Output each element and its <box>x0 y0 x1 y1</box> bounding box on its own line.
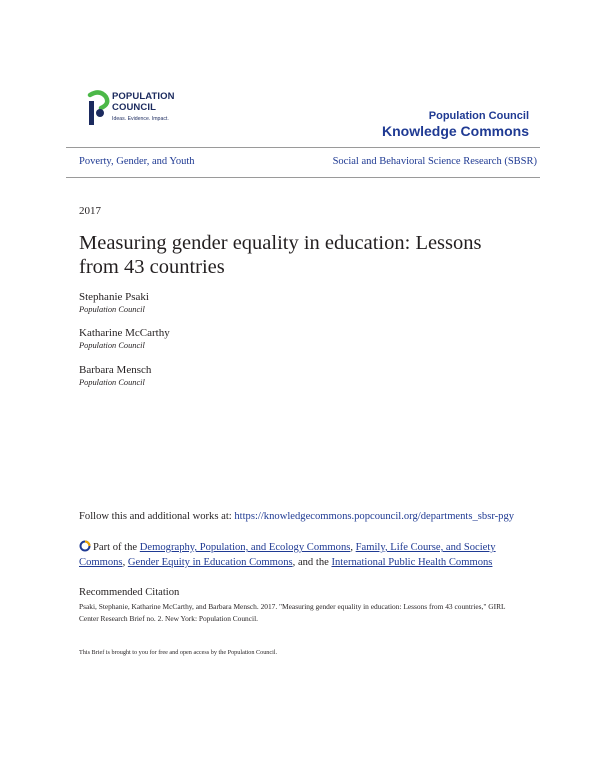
commons-link-gender-equity-education[interactable]: Gender Equity in Education Commons <box>127 557 293 568</box>
publication-year: 2017 <box>79 205 101 217</box>
repository-branding[interactable] <box>382 110 529 139</box>
follow-link[interactable]: https://knowledgecommons.popcouncil.org/departments_sbsr-pgy <box>234 511 515 522</box>
author-name: Katharine McCarthy <box>79 327 170 339</box>
page-title: Measuring gender equality in education: Lessons from 43 countries <box>79 232 482 278</box>
header-divider-top <box>66 147 540 148</box>
logo-line-2: COUNCIL <box>112 102 156 113</box>
commons-link-international-public-health[interactable]: International Public Health Commons <box>331 557 493 568</box>
author-name: Stephanie Psaki <box>79 291 149 303</box>
part-of-separator: , <box>350 542 356 553</box>
recommended-citation-heading: Recommended Citation <box>79 587 180 598</box>
logo-line-1: POPULATION <box>112 91 175 102</box>
recommended-citation-text: Psaki, Stephanie, Katharine McCarthy, and Barbara Mensch. 2017. "Measuring gender equality in education: Lessons from 43 countries," GIRL Center Research Brief no. 2. New York: Population Council. <box>79 602 506 623</box>
author-affiliation: Population Council <box>79 305 145 314</box>
repository-org[interactable]: Population Council <box>428 110 529 122</box>
follow-prefix: Follow this and additional works at: <box>79 511 235 522</box>
population-council-logo-icon <box>86 89 110 127</box>
open-access-icon <box>79 540 91 552</box>
commons-link-demography[interactable]: Demography, Population, and Ecology Commons <box>139 542 351 553</box>
part-of-separator: , and the <box>292 557 332 568</box>
logo-tagline: Ideas. Evidence. Impact. <box>112 116 169 122</box>
header-divider-bottom <box>66 177 540 178</box>
author-affiliation: Population Council <box>79 341 145 350</box>
commons-link-family-life-course[interactable]: Family, Life Course, and Society Commons <box>79 542 496 568</box>
follow-works <box>79 509 519 524</box>
part-of-prefix: Part of the <box>93 542 140 553</box>
repository-name[interactable]: Knowledge Commons <box>381 123 529 139</box>
nav-link-poverty-gender-youth[interactable]: Poverty, Gender, and Youth <box>79 156 195 167</box>
author-affiliation: Population Council <box>79 378 145 387</box>
part-of <box>79 540 529 570</box>
part-of-separator: , <box>122 557 128 568</box>
author-name: Barbara Mensch <box>79 364 152 376</box>
access-footer: This Brief is brought to you for free and open access by the Population Council. <box>79 649 278 656</box>
population-council-logo <box>86 89 196 129</box>
nav-link-sbsr[interactable]: Social and Behavioral Science Research (SBSR) <box>332 156 537 167</box>
